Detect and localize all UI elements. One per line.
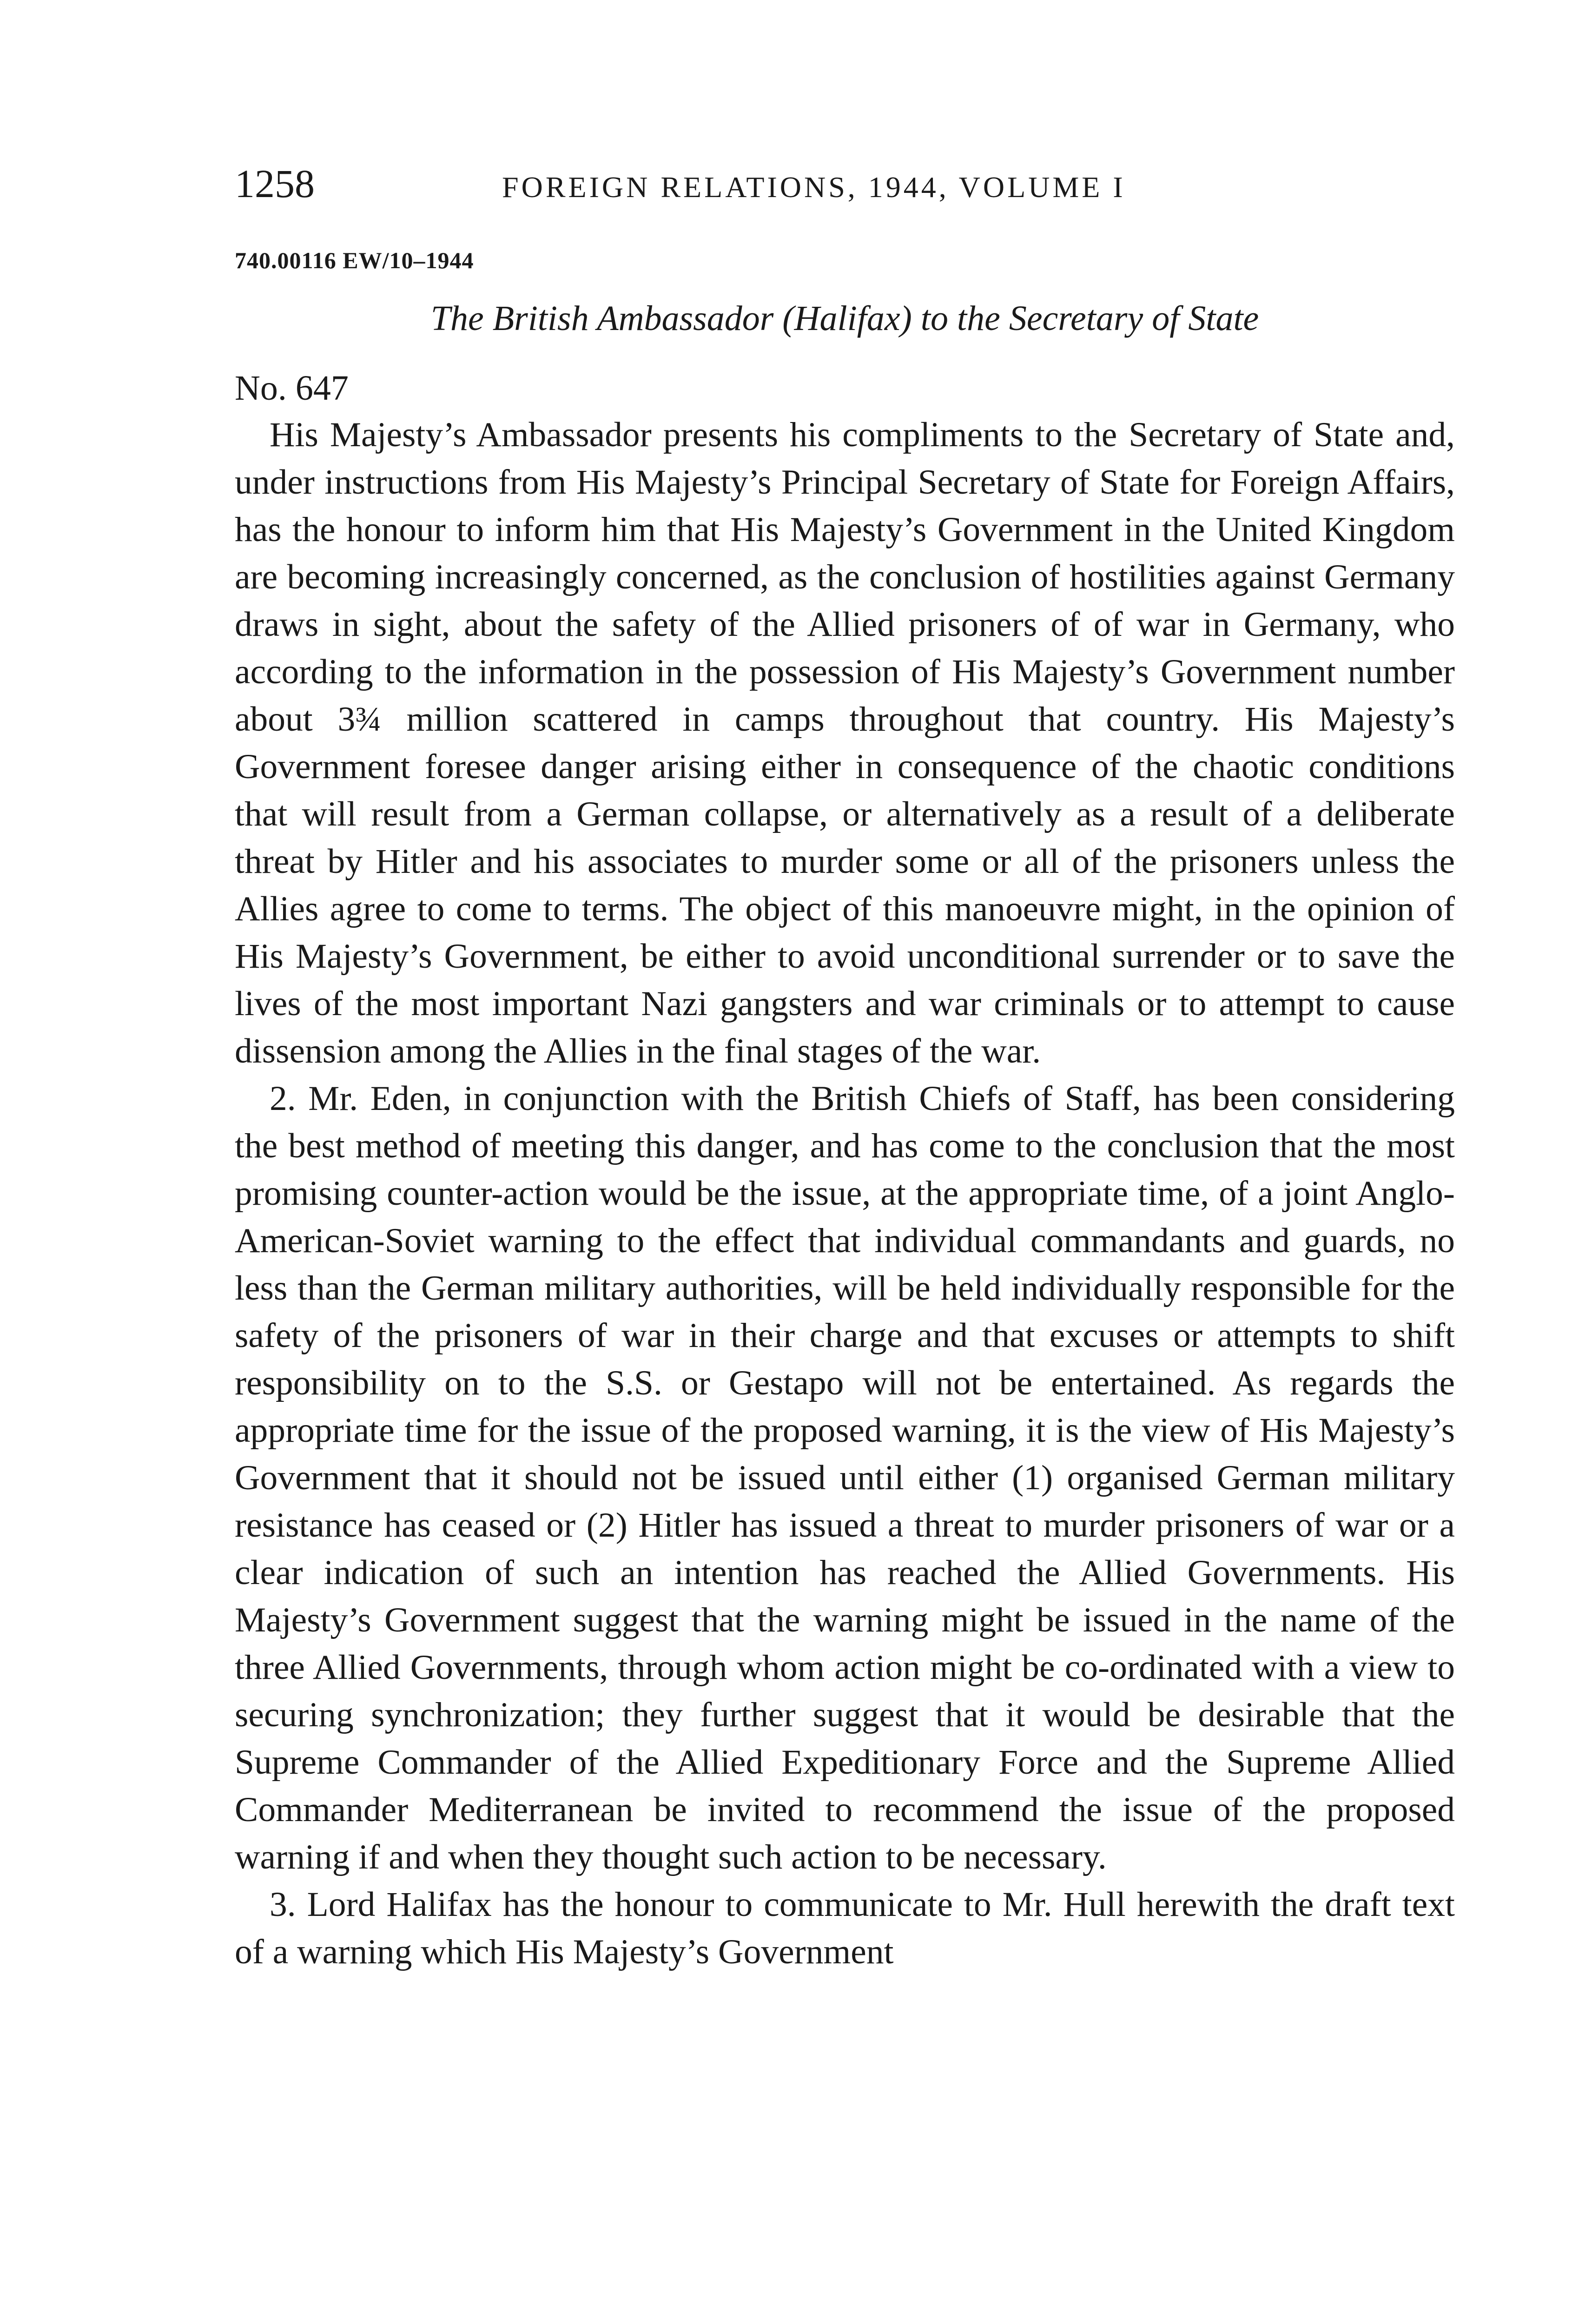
document-page [235, 158, 1455, 2324]
running-header [235, 158, 1455, 223]
page-number: 1258 [235, 161, 315, 206]
body-text [235, 411, 1455, 1976]
document-title: The British Ambassador (Halifax) to the Secretary of State [430, 299, 1259, 338]
paragraph-1: His Majesty’s Ambassador presents his compliments to the Secretary of State and, under instructions from His Majesty’s Principal Secretary of State for Foreign Affairs, has the honour to inform him that His Majesty’s Government in the United Kingdom are becoming increasingly concerned, as the conclusion of hostilities against Germany draws in sight, about the safety of the Allied prisoners of of war in Germany, who according to the information in the possession of His Majesty’s Government number about 3¾ million scattered in camps throughout that country. His Majesty’s Government foresee danger arising either in consequence of the chaotic conditions that will result from a German collapse, or alternatively as a result of a deliberate threat by Hitler and his associates to murder some or all of the prisoners unless the Allies agree to come to terms. The object of this manoeuvre might, in the opinion of His Majesty’s Government, be either to avoid unconditional surrender or to save the lives of the most important Nazi gangsters and war criminals or to attempt to cause dissension among the Allies in the final stages of the war. [235, 416, 1455, 1070]
paragraph-3: 3. Lord Halifax has the honour to communicate to Mr. Hull herewith the draft text of a warning which His Majesty’s Government [235, 1885, 1455, 1971]
file-number: 740.00116 EW/10–1944 [235, 247, 474, 273]
document-number: No. 647 [235, 369, 349, 408]
paragraph-2: 2. Mr. Eden, in conjunction with the British Chiefs of Staff, has been considering the best method of meeting this danger, and has come to the conclusion that the most promising counter-action would be the issue, at the appropriate time, of a joint Anglo-American-Soviet warning to the effect that individual commandants and guards, no less than the German military authorities, will be held individually responsible for the safety of the prisoners of war in their charge and that excuses or attempts to shift responsibility on to the S.S. or Gestapo will not be entertained. As regards the appropriate time for the issue of the proposed warning, it is the view of His Majesty’s Government that it should not be issued until either (1) organised German military resistance has ceased or (2) Hitler has issued a threat to murder prisoners of war or a clear indication of such an intention has reached the Allied Governments. His Majesty’s Government suggest that the warning might be issued in the name of the three Allied Governments, through whom action might be co-ordinated with a view to securing synchronization; they further suggest that it would be desirable that the Supreme Commander of the Allied Expeditionary Force and the Supreme Allied Commander Mediterranean be invited to recommend the issue of the proposed warning if and when they thought such action to be necessary. [235, 1079, 1455, 1876]
running-title: FOREIGN RELATIONS, 1944, VOLUME I [502, 171, 1126, 204]
